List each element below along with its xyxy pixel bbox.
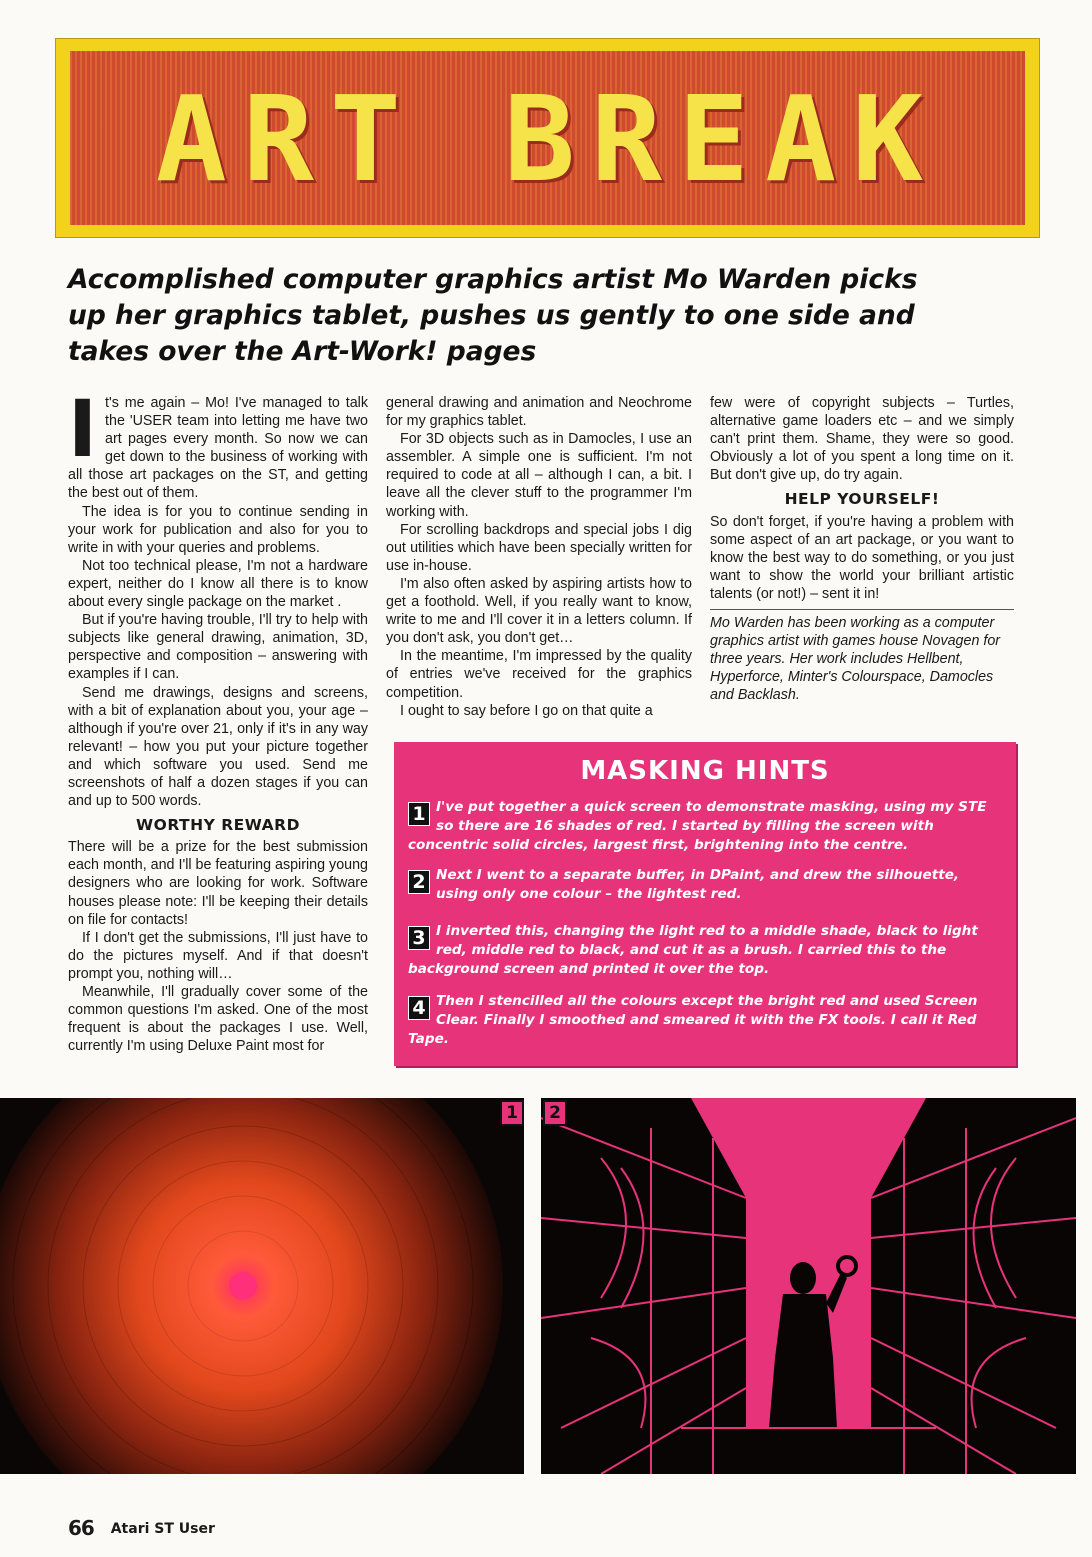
paragraph: Not too technical please, I'm not a hardware expert, neither do I know all there is to know about every single package on the market . [68, 557, 368, 611]
standfirst: Accomplished computer graphics artist Mo Warden picks up her graphics tablet, pushes us gently to one side and takes over the Art-Work! pages [68, 264, 918, 367]
hint-number: 2 [408, 870, 430, 894]
figure-1-concentric-circles [0, 1098, 524, 1474]
hint-text: Next I went to a separate buffer, in DPaint, and drew the silhouette, using only one colour – the lightest red. [436, 867, 960, 902]
paragraph: few were of copyright subjects – Turtles, alternative game loaders etc – and we simply can't print them. Shame, they were so good. Obviously a lot of you spent a long time on it. But don't give up, do try again. [710, 395, 1014, 484]
figure-1-label: 1 [500, 1100, 524, 1126]
banner-panel [70, 51, 1025, 225]
page-footer [68, 1516, 215, 1540]
drop-cap: I [68, 385, 98, 475]
hint-number: 4 [408, 996, 430, 1020]
paragraph-text: t's me again – Mo! I've managed to talk the 'USER team into letting me have two art pages every month. So now we can get down to the business of working with all those art packages on the ST, and getting the best out of them. [68, 395, 368, 502]
hint-item [408, 922, 1002, 979]
figure-2-silhouette-corridor [541, 1098, 1076, 1474]
hint-number: 3 [408, 926, 430, 950]
paragraph: I ought to say before I go on that quite a [400, 702, 653, 719]
hint-text: Then I stencilled all the colours except the bright red and used Screen Clear. Finally I smoothed and smeared it with the FX tools. I call it Red Tape. [408, 993, 978, 1047]
hint-item [408, 992, 1002, 1049]
silhouette-corridor-graphic [541, 1098, 1076, 1474]
article-column-1 [68, 385, 368, 1055]
paragraph: general drawing and animation and Neochrome for my graphics tablet. [386, 395, 692, 430]
magazine-name: Atari ST User [110, 1521, 215, 1537]
masking-hints-box [394, 742, 1016, 1066]
title-banner [55, 38, 1040, 238]
paragraph: So don't forget, if you're having a problem with some aspect of an art package, or you want to know the best way to do something, or you just want to show the world your brilliant artistic talents (or not!) – sent it in! [710, 513, 1014, 602]
banner-title: ART BREAK [155, 70, 940, 208]
hint-text: I've put together a quick screen to demonstrate masking, using my STE so there are 16 shades of red. I started by filling the screen with concentric solid circles, largest first, brightening into the centre. [408, 799, 987, 853]
divider [710, 609, 1014, 610]
paragraph: For 3D objects such as in Damocles, I use an assembler. A simple one is sufficient. I'm not required to code at all – although I can, a bit. I leave all the clever stuff to the programmer I'm working with. [386, 431, 692, 520]
hint-item [408, 866, 1002, 904]
paragraph: I'm also often asked by aspiring artists how to get a foothold. Well, if you really want to know, write to me and I'll cover it in a letters column. If you don't ask, you don't get… [386, 575, 692, 647]
paragraph: But if you're having trouble, I'll try to help with subjects like general drawing, animation, 3D, perspective and composition – answering with examples if I can. [68, 612, 368, 683]
author-bio: Mo Warden has been working as a computer graphics artist with games house Novagen for three years. Her work includes Hellbent, Hyperforce, Minter's Colourspace, Damocles and Backlash. [710, 615, 1001, 704]
paragraph: There will be a prize for the best submission each month, and I'll be featuring aspiring young designers who are looking for work. Software houses please note: I'll be keeping their details on file for contacts! [68, 839, 368, 928]
paragraph [68, 385, 368, 503]
article-column-3 [710, 394, 1014, 705]
article-column-2 [386, 394, 692, 720]
paragraph: For scrolling backdrops and special jobs I dig out utilities which have been specially written for use in-house. [386, 521, 692, 574]
masking-hints-title: MASKING HINTS [580, 756, 830, 786]
paragraph: Send me drawings, designs and screens, with a bit of explanation about you, your age – although if you're over 21, only if it's in any way relevant! – how you put your picture together and which software you used. Send me screenshots of half a dozen stages if you can and up to 500 words. [68, 684, 368, 810]
hint-text: I inverted this, changing the light red to a middle shade, black to light red, middle red to black, and cut it as a brush. I carried this to the background screen and printed it over the top. [408, 923, 978, 977]
subheading-worthy-reward: WORTHY REWARD [136, 816, 300, 835]
page-number: 66 [68, 1516, 94, 1540]
paragraph: If I don't get the submissions, I'll just have to do the pictures myself. And if that doesn't prompt you, nothing will… [68, 929, 368, 982]
hint-number: 1 [408, 802, 430, 826]
hint-item [408, 798, 1002, 855]
subheading-help-yourself: HELP YOURSELF! [784, 490, 940, 509]
figure-2-label: 2 [543, 1100, 567, 1126]
concentric-circles-graphic [0, 1098, 524, 1474]
paragraph: Meanwhile, I'll gradually cover some of the common questions I'm asked. One of the most frequent is about the packages I use. Well, currently I'm using Deluxe Paint most for [68, 984, 368, 1055]
paragraph: In the meantime, I'm impressed by the quality of entries we've received for the graphics competition. [386, 648, 692, 701]
paragraph: The idea is for you to continue sending in your work for publication and also for you to write in with your queries and problems. [68, 503, 368, 556]
